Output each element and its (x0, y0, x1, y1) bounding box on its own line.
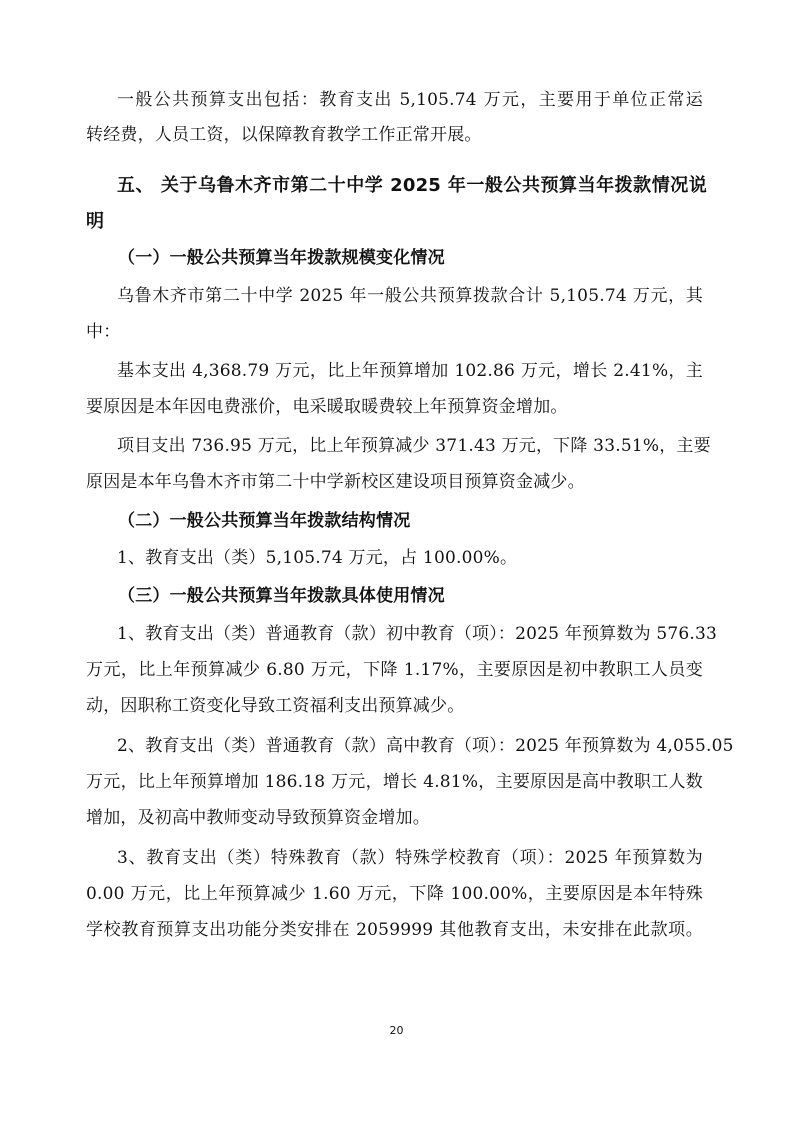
body-text-line: 乌鲁木齐市第二十中学 2025 年一般公共预算拨款合计 5,105.74 万元，其 (117, 286, 703, 306)
body-text-line: 1、教育支出（类）普通教育（款）初中教育（项）：2025 年预算数为 576.33 (117, 624, 718, 644)
body-text-line: 一般公共预算支出包括：教育支出 5,105.74 万元，主要用于单位正常运 (117, 90, 703, 110)
page-number: 20 (389, 1024, 404, 1037)
body-text-line: 动，因职称工资变化导致工资福利支出预算减少。 (86, 696, 465, 716)
body-text-line: 基本支出 4,368.79 万元，比上年预算增加 102.86 万元，增长 2.41%，主 (117, 361, 703, 381)
body-text-line: 学校教育预算支出功能分类安排在 2059999 其他教育支出，未安排在此款项。 (86, 920, 703, 940)
body-text-line: 1、教育支出（类）5,105.74 万元，占 100.00%。 (117, 548, 518, 568)
body-text-line: 中： (86, 322, 121, 342)
body-text-line: 原因是本年乌鲁木齐市第二十中学新校区建设项目预算资金减少。 (86, 472, 585, 492)
body-text-line: 0.00 万元，比上年预算减少 1.60 万元，下降 100.00%，主要原因是本年特殊 (86, 884, 703, 904)
subsection-heading-2: （二）一般公共预算当年拨款结构情况 (118, 511, 411, 531)
section-heading: 五、 关于乌鲁木齐市第二十中学 2025 年一般公共预算当年拨款情况说 (117, 175, 707, 196)
subsection-heading-1: （一）一般公共预算当年拨款规模变化情况 (118, 248, 445, 268)
body-text-line: 万元，比上年预算增加 186.18 万元，增长 4.81%，主要原因是高中教职工人数 (86, 772, 703, 792)
subsection-heading-3: （三）一般公共预算当年拨款具体使用情况 (118, 586, 445, 606)
body-text-line: 万元，比上年预算减少 6.80 万元，下降 1.17%，主要原因是初中教职工人员变 (86, 660, 703, 680)
body-text-line: 增加，及初高中教师变动导致预算资金增加。 (86, 808, 430, 828)
body-text-line: 项目支出 736.95 万元，比上年预算减少 371.43 万元，下降 33.51%，主要 (117, 436, 711, 456)
body-text-line: 3、教育支出（类）特殊教育（款）特殊学校教育（项）：2025 年预算数为 (117, 848, 703, 868)
section-heading-continued: 明 (86, 211, 105, 232)
body-text-line: 要原因是本年因电费涨价，电采暖取暖费较上年预算资金增加。 (86, 397, 568, 417)
body-text-line: 转经费，人员工资，以保障教育教学工作正常开展。 (86, 125, 482, 145)
body-text-line: 2、教育支出（类）普通教育（款）高中教育（项）：2025 年预算数为 4,055.05 (117, 736, 734, 756)
